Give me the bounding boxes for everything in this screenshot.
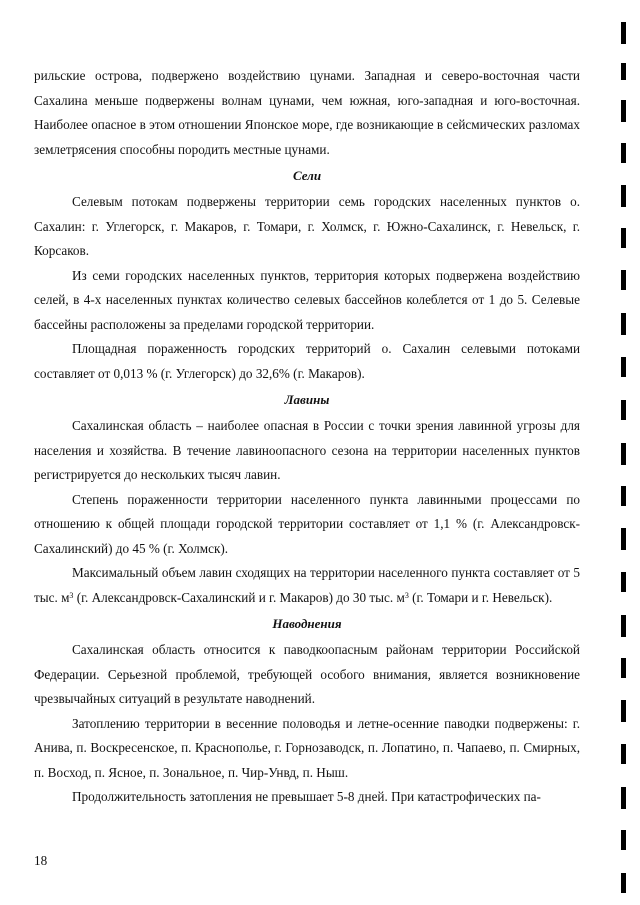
volume-text-2: (г. Александровск-Сахалинский и г. Макаров) до 30 тыс. м [73,589,405,605]
volume-text-1: Максимальный объем лавин сходящих на территории населенного пункта составляет от 5 тыс. м [34,565,580,605]
cubic-superscript-1: 3 [69,590,74,600]
seli-paragraph-2: Из семи городских населенных пунктов, территория которых подвержена воздействию селей, в 4-х населенных пунктах количество селевых бассейнов колеблется от 1 до 5. Селевые бассейны расположены за пределами городской территории. [34,267,580,332]
page-number: 18 [34,853,48,868]
binding-mark [621,830,626,850]
binding-mark [621,787,626,809]
intro-paragraph: рильские острова, подвержено воздействию цунами. Западная и северо-восточная части Сахалина меньше подвержены волнам цунами, чем южная, юго-западная и юго-восточная. Наиболее опасное в этом отношении Японское море, где возникающие в сейсмических разломах землетрясения способны породить местные цунами. [34,68,580,157]
binding-mark [621,486,626,506]
binding-mark [621,528,626,550]
section-title-laviny: Лавины [284,392,330,407]
laviny-paragraph-1: Сахалинская область – наиболее опасная в России с точки зрения лавинной угрозы для населения и хозяйства. В течение лавиноопасного сезона на территории населенных пунктов регистрируется до нескольких тысяч лавин. [34,418,580,482]
binding-mark [621,270,626,290]
binding-mark [621,313,626,335]
binding-marks [621,0,631,905]
binding-mark [621,357,626,377]
seli-paragraph-1: Селевым потокам подвержены территории семь городских населенных пунктов о. Сахалин: г. Углегорск, г. Макаров, г. Томари, г. Холмск, г. Южно-Сахалинск, г. Невельск, г. Корсаков. [34,194,580,258]
binding-mark [621,658,626,678]
binding-mark [621,400,626,420]
volume-text-3: (г. Томари и г. Невельск). [408,589,553,605]
binding-mark [621,873,626,893]
binding-mark [621,744,626,764]
binding-mark [621,143,626,163]
cubic-superscript-2: 3 [404,590,409,600]
seli-paragraph-3: Площадная пораженность городских территорий о. Сахалин селевыми потоками составляет от 0,013 % (г. Углегорск) до 32,6% (г. Макаров). [34,341,580,381]
page-body [34,64,580,810]
laviny-paragraph-3 [34,561,580,610]
binding-mark [621,185,626,207]
navodneniya-paragraph-1: Сахалинская область относится к паводкоопасным районам территории Российской Федерации. Серьезной проблемой, требующей особого внимания, является возникновение чрезвычайных ситуаций в результате наводнений. [34,642,580,706]
navodneniya-paragraph-3: Продолжительность затопления не превышает 5-8 дней. При катастрофических па- [72,789,541,804]
laviny-paragraph-2: Степень пораженности территории населенного пункта лавинными процессами по отношению к общей площади городской территории составляет от 1,1 % (г. Александровск-Сахалинский) до 45 % (г. Холмск). [34,491,580,556]
section-title-seli: Сели [292,168,322,183]
binding-mark [621,572,626,592]
binding-mark [621,63,626,80]
binding-mark [621,615,626,637]
navodneniya-paragraph-2: Затоплению территории в весенние половодья и летне-осенние паводки подвержены: г. Анива, п. Воскресенское, п. Краснополье, г. Горнозаводск, п. Лопатино, п. Чапаево, п. Смирных, п. Восход, п. Ясное, п. Зональное, п. Чир-Унвд, п. Ныш. [34,715,580,780]
binding-mark [621,700,626,722]
binding-mark [621,100,626,122]
section-title-navodneniya: Наводнения [272,616,342,631]
binding-mark [621,228,626,248]
binding-mark [621,443,626,465]
binding-mark [621,22,626,44]
